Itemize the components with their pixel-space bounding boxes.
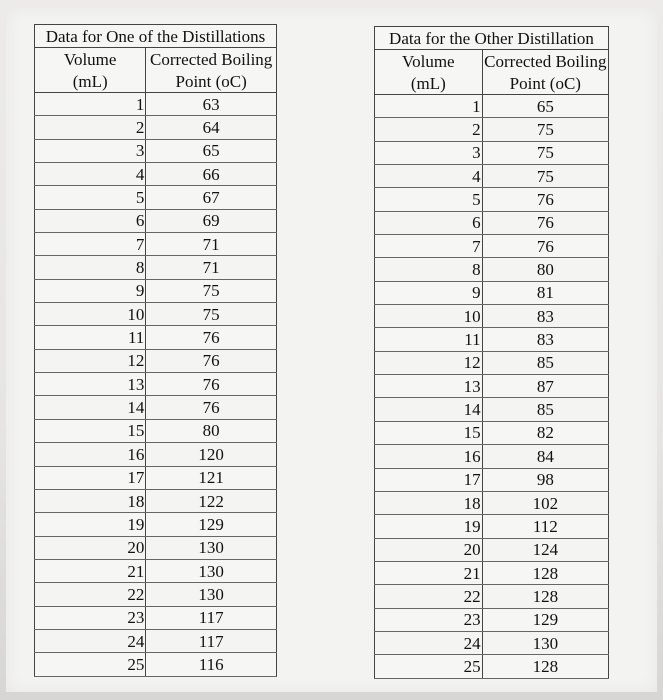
volume-cell: 1: [35, 93, 146, 116]
boiling-point-cell: 81: [482, 281, 608, 304]
table-row: [35, 233, 277, 256]
volume-cell: 12: [35, 349, 146, 372]
table-row: [375, 561, 609, 584]
boiling-point-cell: 76: [146, 396, 277, 419]
table-row: [35, 303, 277, 326]
table-row: [35, 489, 277, 512]
boiling-point-cell: 75: [482, 165, 608, 188]
distillation-table-one: [34, 24, 277, 677]
volume-cell: 19: [375, 515, 483, 538]
volume-cell: 18: [375, 491, 483, 514]
boiling-point-cell: 98: [482, 468, 608, 491]
table-title: Data for One of the Distillations: [35, 25, 277, 48]
boiling-point-cell: 65: [146, 139, 277, 162]
volume-cell: 3: [35, 139, 146, 162]
volume-unit-header: (mL): [375, 72, 483, 95]
boiling-point-cell: 128: [482, 561, 608, 584]
volume-cell: 7: [375, 235, 483, 258]
table-row: [375, 631, 609, 654]
table-row: [35, 513, 277, 536]
table-row: [35, 349, 277, 372]
volume-cell: 6: [35, 209, 146, 232]
table-row: [375, 445, 609, 468]
volume-cell: 5: [35, 186, 146, 209]
volume-cell: 11: [35, 326, 146, 349]
table-row: [375, 118, 609, 141]
table-row: [375, 515, 609, 538]
table-row: [35, 606, 277, 629]
table-row: [35, 373, 277, 396]
volume-cell: 15: [375, 421, 483, 444]
volume-cell: 3: [375, 141, 483, 164]
table-row: [375, 655, 609, 678]
boiling-point-cell: 85: [482, 398, 608, 421]
volume-header: Volume: [375, 50, 483, 73]
boiling-point-cell: 130: [146, 559, 277, 582]
table-row: [35, 209, 277, 232]
volume-header: Volume: [35, 48, 146, 71]
volume-cell: 24: [375, 631, 483, 654]
volume-cell: 2: [35, 116, 146, 139]
volume-cell: 17: [375, 468, 483, 491]
volume-cell: 24: [35, 629, 146, 652]
boiling-point-cell: 117: [146, 629, 277, 652]
volume-cell: 5: [375, 188, 483, 211]
boiling-point-cell: 122: [146, 489, 277, 512]
table-row: [375, 608, 609, 631]
boiling-point-cell: 80: [146, 419, 277, 442]
boiling-point-cell: 87: [482, 375, 608, 398]
table-row: [375, 398, 609, 421]
table-row: [35, 443, 277, 466]
volume-cell: 14: [35, 396, 146, 419]
volume-cell: 17: [35, 466, 146, 489]
volume-cell: 19: [35, 513, 146, 536]
volume-cell: 21: [35, 559, 146, 582]
volume-cell: 11: [375, 328, 483, 351]
boiling-point-cell: 129: [146, 513, 277, 536]
boiling-point-cell: 128: [482, 585, 608, 608]
volume-cell: 25: [35, 653, 146, 676]
boiling-point-header: Corrected Boiling: [482, 50, 608, 73]
boiling-point-cell: 75: [146, 279, 277, 302]
table-row: [375, 281, 609, 304]
volume-cell: 13: [35, 373, 146, 396]
table-row: [35, 93, 277, 116]
volume-cell: 15: [35, 419, 146, 442]
volume-cell: 1: [375, 95, 483, 118]
volume-cell: 20: [375, 538, 483, 561]
boiling-point-unit-header: Point (oC): [146, 70, 277, 93]
table-row: [375, 585, 609, 608]
table-row: [35, 583, 277, 606]
volume-cell: 22: [375, 585, 483, 608]
boiling-point-cell: 102: [482, 491, 608, 514]
boiling-point-cell: 71: [146, 256, 277, 279]
table-row: [375, 468, 609, 491]
volume-cell: 14: [375, 398, 483, 421]
volume-cell: 23: [35, 606, 146, 629]
volume-cell: 7: [35, 233, 146, 256]
boiling-point-cell: 116: [146, 653, 277, 676]
boiling-point-cell: 82: [482, 421, 608, 444]
boiling-point-cell: 120: [146, 443, 277, 466]
volume-unit-header: (mL): [35, 70, 146, 93]
volume-cell: 8: [35, 256, 146, 279]
boiling-point-cell: 76: [146, 373, 277, 396]
table-row: [35, 163, 277, 186]
table-row: [35, 653, 277, 676]
boiling-point-cell: 130: [146, 583, 277, 606]
table-row: [35, 466, 277, 489]
volume-cell: 10: [375, 305, 483, 328]
boiling-point-cell: 117: [146, 606, 277, 629]
table-row: [35, 256, 277, 279]
boiling-point-cell: 76: [146, 326, 277, 349]
boiling-point-cell: 63: [146, 93, 277, 116]
boiling-point-cell: 129: [482, 608, 608, 631]
boiling-point-cell: 76: [482, 211, 608, 234]
boiling-point-cell: 84: [482, 445, 608, 468]
boiling-point-unit-header: Point (oC): [482, 72, 608, 95]
table-row: [375, 235, 609, 258]
boiling-point-cell: 83: [482, 328, 608, 351]
boiling-point-cell: 80: [482, 258, 608, 281]
volume-cell: 22: [35, 583, 146, 606]
boiling-point-cell: 71: [146, 233, 277, 256]
volume-cell: 16: [35, 443, 146, 466]
boiling-point-cell: 67: [146, 186, 277, 209]
table-row: [375, 538, 609, 561]
table-row: [375, 188, 609, 211]
table-row: [375, 141, 609, 164]
volume-cell: 25: [375, 655, 483, 678]
table-row: [375, 421, 609, 444]
boiling-point-cell: 124: [482, 538, 608, 561]
table-row: [35, 116, 277, 139]
table-title: Data for the Other Distillation: [375, 27, 609, 50]
table-row: [35, 139, 277, 162]
volume-cell: 16: [375, 445, 483, 468]
boiling-point-header: Corrected Boiling: [146, 48, 277, 71]
volume-cell: 8: [375, 258, 483, 281]
volume-cell: 18: [35, 489, 146, 512]
boiling-point-cell: 121: [146, 466, 277, 489]
table-row: [35, 419, 277, 442]
boiling-point-cell: 76: [146, 349, 277, 372]
volume-cell: 10: [35, 303, 146, 326]
boiling-point-cell: 69: [146, 209, 277, 232]
table-row: [375, 491, 609, 514]
table-row: [35, 559, 277, 582]
table-row: [375, 351, 609, 374]
table-row: [375, 165, 609, 188]
table-row: [375, 375, 609, 398]
volume-cell: 9: [35, 279, 146, 302]
volume-cell: 13: [375, 375, 483, 398]
table-row: [35, 186, 277, 209]
boiling-point-cell: 75: [146, 303, 277, 326]
table-row: [35, 279, 277, 302]
volume-cell: 9: [375, 281, 483, 304]
table-row: [35, 326, 277, 349]
table-row: [375, 328, 609, 351]
boiling-point-cell: 130: [146, 536, 277, 559]
volume-cell: 6: [375, 211, 483, 234]
volume-cell: 2: [375, 118, 483, 141]
table-row: [35, 396, 277, 419]
table-row: [35, 629, 277, 652]
volume-cell: 4: [375, 165, 483, 188]
table-body: [35, 93, 277, 677]
table-row: [375, 95, 609, 118]
boiling-point-cell: 76: [482, 235, 608, 258]
volume-cell: 4: [35, 163, 146, 186]
table-row: [35, 536, 277, 559]
boiling-point-cell: 75: [482, 141, 608, 164]
volume-cell: 21: [375, 561, 483, 584]
table-row: [375, 305, 609, 328]
table-body: [375, 95, 609, 679]
boiling-point-cell: 75: [482, 118, 608, 141]
volume-cell: 23: [375, 608, 483, 631]
boiling-point-cell: 130: [482, 631, 608, 654]
boiling-point-cell: 128: [482, 655, 608, 678]
boiling-point-cell: 83: [482, 305, 608, 328]
boiling-point-cell: 76: [482, 188, 608, 211]
boiling-point-cell: 66: [146, 163, 277, 186]
table-row: [375, 258, 609, 281]
boiling-point-cell: 85: [482, 351, 608, 374]
distillation-table-two: [374, 26, 609, 679]
table-row: [375, 211, 609, 234]
boiling-point-cell: 64: [146, 116, 277, 139]
volume-cell: 20: [35, 536, 146, 559]
boiling-point-cell: 112: [482, 515, 608, 538]
boiling-point-cell: 65: [482, 95, 608, 118]
volume-cell: 12: [375, 351, 483, 374]
